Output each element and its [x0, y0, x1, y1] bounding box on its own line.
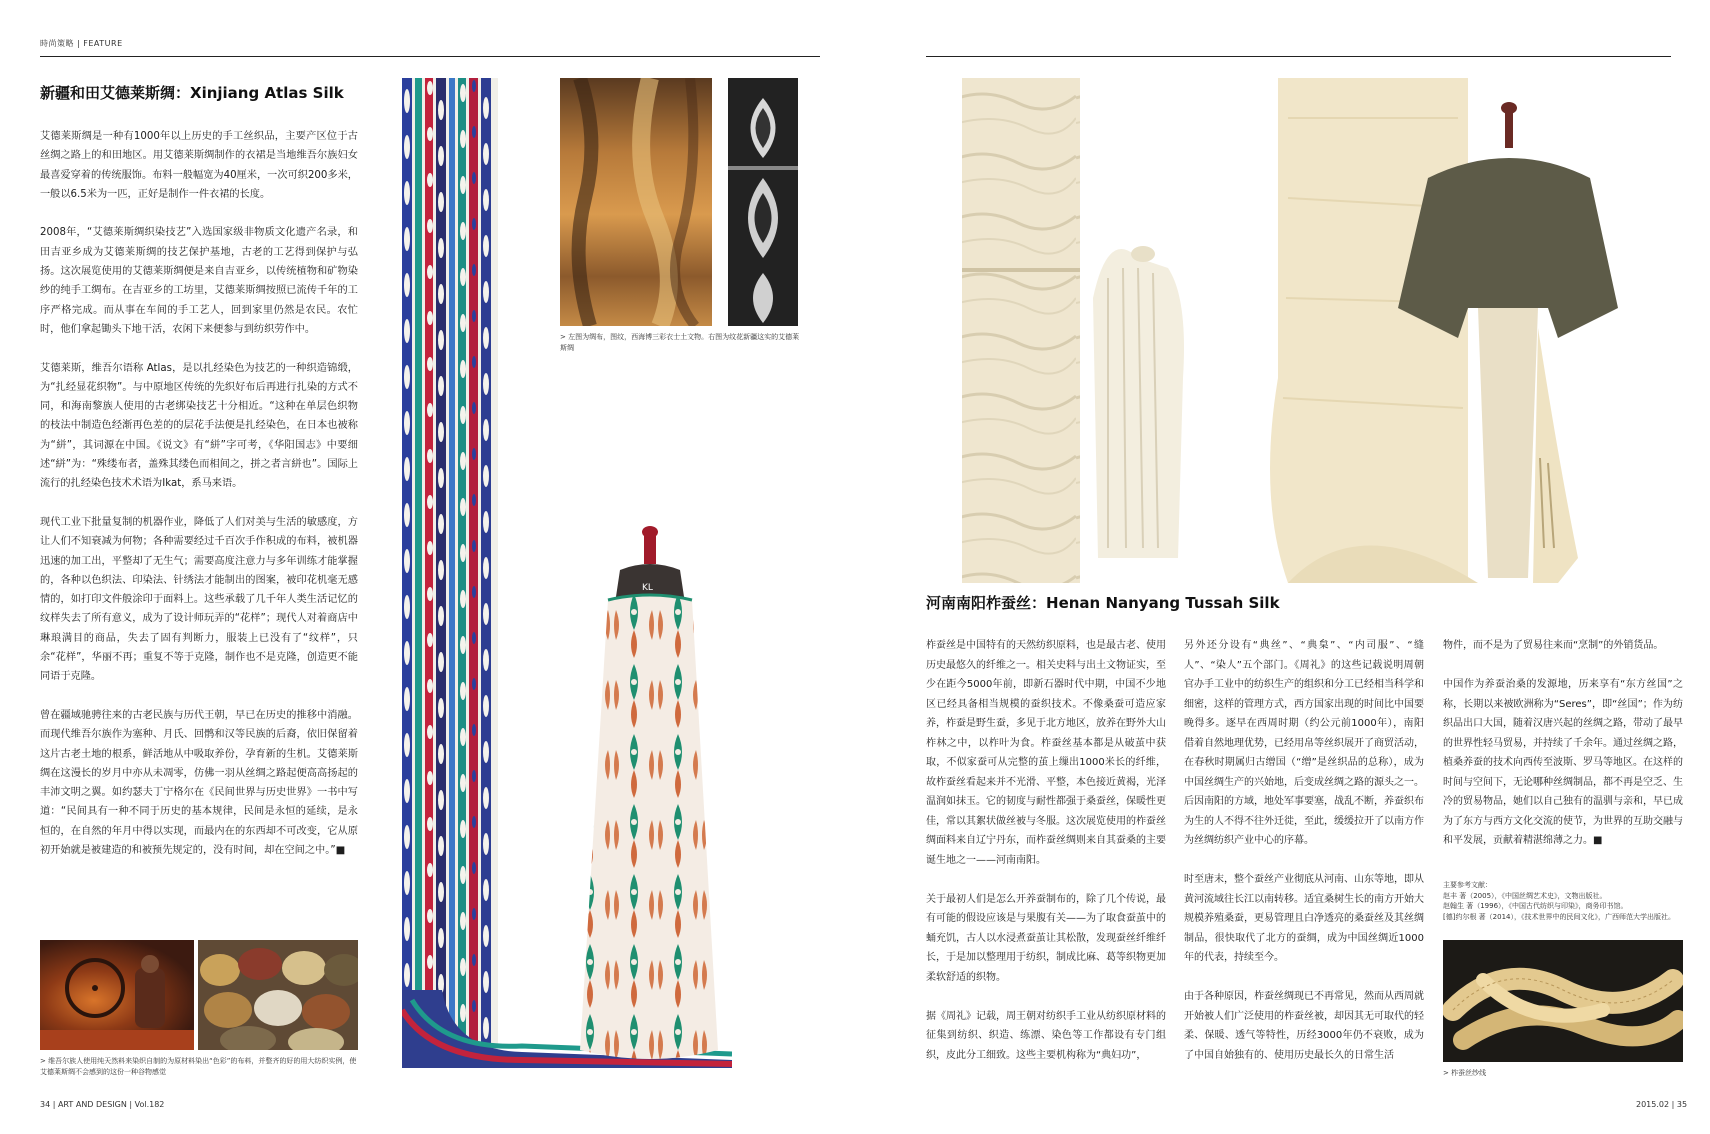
header-rule-right	[926, 56, 1671, 57]
references	[1443, 880, 1683, 922]
left-paragraph-4: 现代工业下批量复制的机器作业，降低了人们对美与生活的敏感度，方让人们不知衰减为何物；各种需要经过千百次手作积成的布料，被机器迅速的加工出，平整却了无生气；需要高度注意力与多年训练才能掌握的，各种以色织法、印染法、针绣法才能制出的图案，被印花机毫无感情的，如打印文件般涂印于面料上。这些承载了几千年人类生活记忆的纹样失去了所有意义，成为了设计师玩弄的“花样”；现代人对着商店中琳琅满目的商品，失去了固有判断力，服装上已没有了“纹样”，只余“花样”，华丽不再；重复不等于克隆，制作也不是克隆，创造更不能同语于克隆。	[40, 516, 358, 683]
right-col2-paragraph-1: 另外还分设有“典丝”、“典枲”、“内司服”、“缝人”、“染人”五个部门。《周礼》的这些记载说明周朝官办手工业中的纺织生产的组织和分工已经相当科学和细密，这样的管理方式，西方国家出现的时间比中国要晚得多。逐早在西周时期（约公元前1000年），南阳借着自然地理优势，已经用帛等丝织展开了商贸活动，在春秋时期属归古缯国（“缯”是丝织品的总称），成为中国丝绸生产的兴始地，后变成丝绸之路的源头之一。后因南阳的方域，地处军事要塞，战乱不断，养蚕织布为生的人不得不往外迁徙，至此，缓缓拉开了以南方作为丝绸纺织产业中心的序幕。	[1184, 640, 1424, 846]
right-col2-paragraph-3: 由于各种原因，柞蚕丝绸现已不再常见，然而从西周就开始被人们广泛使用的柞蚕丝被，却因其无可取代的轻柔、保暖、透气等特性，历经3000年仍不衰败，成为了中国自始独有的、使用历史最长久的日常生活	[1184, 991, 1424, 1061]
right-col1-paragraph-1: 柞蚕丝是中国特有的天然纺织原料，也是最古老、使用历史最悠久的纤维之一。相关史料与出土文物证实，至少在距今5000年前，即新石器时代中期，中国不少地区已经具备相当规模的蚕织技术。不像桑蚕可造应家养，柞蚕是野生蚕，多见于北方地区，放养在野外大山柞林之中，以柞叶为食。柞蚕丝基本都是从破茧中获取，不似家蚕可从完整的茧上缫出1000米长的纤维，故柞蚕丝看起来并不光滑、平整，本色接近黄褐，光泽温润如抹玉。它的韧度与耐性都强于桑蚕丝，保暖性更佳，常以其絮状做丝被与冬服。这次展览使用的柞蚕丝绸面料来自辽宁丹东，而柞蚕丝绸则来自其蚕桑的主要诞生地之一——河南南阳。	[926, 640, 1166, 866]
left-article-title	[40, 82, 344, 103]
references-title: 主要参考文献：	[1443, 881, 1492, 889]
right-column-3	[1443, 636, 1683, 870]
reference-item: [德]约尔根 著（2014），《技术世界中的民间文化》，广西师范大学出版社。	[1443, 912, 1676, 921]
left-bottom-caption: > 维吾尔族人使用纯天然料来染织自制的为原材料染出“色彩”的布料，并整齐的好的用大纺织实例，使艾德莱斯绸不会感到的这份一种谷物感觉	[40, 1057, 357, 1076]
left-article-body	[40, 127, 358, 880]
reference-item: 赵翰生 著（1996），《中国古代纺织与印染》，商务印书馆。	[1443, 902, 1628, 910]
right-article-title	[926, 592, 1280, 613]
right-col3-paragraph-2: 中国作为养蚕治桑的发源地，历来享有“东方丝国”之称，长期以来被欧洲称为“Seres”，即“丝国”；作为纺织品出口大国，随着汉唐兴起的丝绸之路，带动了最早的世界性轻马贸易，并持续了千余年。通过丝绸之路，植桑养蚕的技术向西传至波斯、罗马等地区。在这样的时间与空间下，无论哪种丝绸制品，都不再是空乏、生冷的贸易物品，她们以自己独有的温驯与亲和，早已成为了东方与西方文化交流的使节，为世界的互助交融与和平发展，贡献着精湛绵薄之力。■	[1443, 679, 1683, 846]
right-column-1	[926, 636, 1166, 1085]
reference-item: 赵丰 著（2005），《中国丝绸艺术史》，文物出版社。	[1443, 891, 1607, 900]
right-col2-paragraph-2: 时至唐末，整个蚕丝产业彻底从河南、山东等地，即从黄河流域往长江以南转移。适宜桑树生长的南方开始大规模养殖桑蚕，更易管理且白净透亮的桑蚕丝及其丝绸制品，很快取代了北方的蚕绸，成为中国丝绸近1000年的代表，持续至今。	[1184, 874, 1424, 963]
left-title-cn: 新疆和田艾德莱斯绸：	[40, 84, 191, 102]
left-paragraph-1: 艾德莱斯绸是一种有1000年以上历史的手工丝织品，主要产区位于古丝绸之路上的和田地区。用艾德莱斯绸制作的衣裙是当地维吾尔族妇女最喜爱穿着的传统服饰。布料一般幅宽为40厘米，一次可织200多米，一般以6.5米为一匹，正好是制作一件衣裙的长度。	[40, 131, 358, 200]
dye-bags-photo	[198, 940, 358, 1050]
right-folio: 2015.02 | 35	[1636, 1100, 1688, 1109]
svg-text:KL: KL	[642, 583, 653, 593]
ikat-dress-mannequin	[568, 520, 748, 1068]
right-col1-paragraph-2: 关于最初人们是怎么开养蚕制布的，除了几个传说，最有可能的假设应该是与果腹有关——为了取食蚕茧中的蛹充饥，古人以水浸煮蚕茧让其松散，发现蚕丝纤维纤长，于是加以整理用于纺织，制成比麻、葛等织物更加柔软舒适的织物。	[926, 893, 1166, 983]
right-title-cn: 河南南阳柞蚕丝：	[926, 594, 1047, 612]
left-top-caption: > 左图为绸布，图纹，西海博三彩衣士土文物。右图为纹花新疆这实的艾德莱斯绸	[560, 333, 800, 352]
ikat-pattern-closeup	[728, 78, 798, 326]
right-col1-paragraph-3: 据《周礼》记载，周王朝对纺织手工业从纺织原材料的征集到纺织、织造、练漂、染色等工作都设有专门组织，皮此分工细致。这些主要机构称为“典妇功”，	[926, 1010, 1166, 1061]
yarn-caption: > 柞蚕丝纱线	[1443, 1069, 1487, 1077]
right-col3-paragraph-1: 物件，而不是为了贸易往来而“烹制”的外销货品。	[1443, 640, 1664, 651]
left-folio: 34 | ART AND DESIGN | Vol.182	[40, 1100, 165, 1109]
right-column-2	[1184, 636, 1424, 1085]
left-title-en: Xinjiang Atlas Silk	[190, 84, 344, 102]
left-paragraph-3: 艾德莱斯，维吾尔语称 Atlas，是以扎经染色为技艺的一种织造锦缎，为“扎经显花织物”。与中原地区传统的先织好布后再进行扎染的方式不同，和海南黎族人使用的古老绑染技艺十分相近。“这种在单层色织物的枝法中制造色经渐再色差的的层花手法便是扎经染色，在日本也被称为“絣”，其词源在中国。《说文》有“絣”字可考，《华阳国志》中要细述“絣”为：“殊缕布者，盖殊其缕色而相间之，拼之者言絣也”。国际上流行的扎经染色技术术语为Ikat，系马来语。	[40, 362, 358, 490]
tussah-yarn-photo	[1443, 940, 1683, 1062]
ancient-brocade-photo	[560, 78, 712, 326]
tussah-silk-photo	[958, 78, 1643, 583]
left-paragraph-5: 曾在疆域驰骋往来的古老民族与历代王朝，早已在历史的推移中消融。而现代维吾尔族作为塞种、月氏、回鹘和汉等民族的后裔，依旧保留着这片古老土地的根系，鲜活地从中吸取养份，孕育新的生机。艾德莱斯绸在这漫长的岁月中亦从未凋零，仿佛一羽从丝绸之路起便高高扬起的丰沛文明之翼。如约瑟夫丁宁格尔在《民间世界与历史世界》一书中写道：“民间具有一种不同于历史的基本规律，民间是永恒的延续，是永恒的，在自然的年月中得以实现，而最内在的东西却不可改变，它从原初开始就是被建造的和被预先规定的，没有时间，却在空间之中。”■	[40, 709, 358, 856]
ikat-fabric-strips	[402, 78, 498, 1068]
running-head-left: 時尚策略 | FEATURE	[40, 39, 123, 48]
header-rule-left	[40, 56, 820, 57]
left-paragraph-2: 2008年，“艾德莱斯绸织染技艺”入选国家级非物质文化遗产名录，和田吉亚乡成为艾德莱斯绸的技艺保护基地，古老的工艺得到保护与弘扬。这次展览使用的艾德莱斯绸便是来自吉亚乡，以传统植物和矿物染纱的纯手工绸布。在吉亚乡的工坊里，艾德莱斯绸按照已流传千年的工序严格完成。而从事在车间的手工艺人，回到家里仍然是农民。农忙时，他们拿起锄头下地干活，农闲下来便参与到纺织劳作中。	[40, 227, 358, 335]
right-title-en: Henan Nanyang Tussah Silk	[1046, 594, 1280, 612]
weaver-photo-left	[40, 940, 194, 1050]
